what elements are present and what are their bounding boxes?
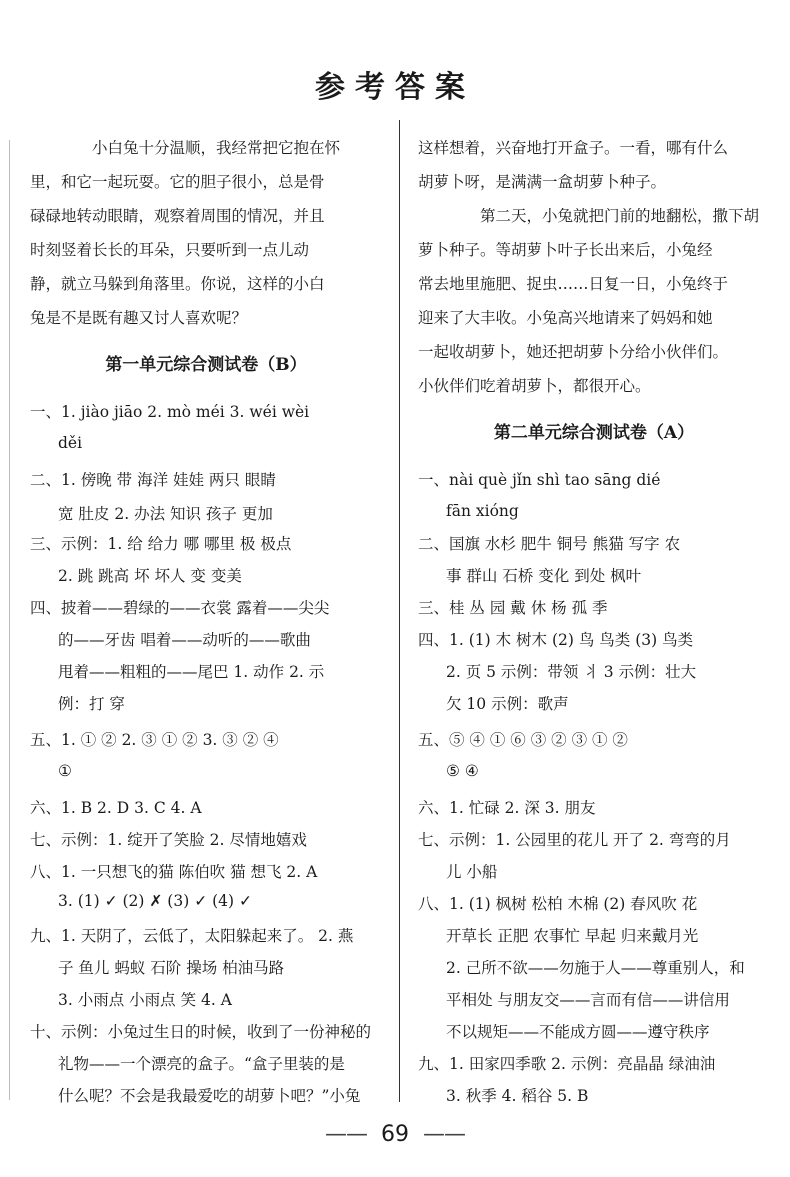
- answer-line: 3. 秋季 4. 稻谷 5. B: [446, 1087, 589, 1105]
- answer-line: 2. 己所不欲——勿施于人——尊重别人，和: [446, 959, 745, 977]
- answer-line: 二、国旗 水杉 肥牛 铜号 熊猫 写字 农: [418, 535, 681, 553]
- answer-line: 九、1. 田家四季歌 2. 示例：亮晶晶 绿油油: [418, 1055, 716, 1073]
- essay-line: 碌碌地转动眼睛，观察着周围的情况，并且: [30, 207, 325, 225]
- answer-line: 一、nài què jǐn shì tao sāng dié: [418, 471, 661, 489]
- answer-line: 的——牙齿 唱着——动听的——歌曲: [58, 631, 311, 649]
- answer-line: 三、桂 丛 园 戴 休 杨 孤 季: [418, 599, 608, 617]
- answer-line: ①: [58, 762, 72, 780]
- section-heading: 第二单元综合测试卷（A）: [493, 423, 695, 443]
- essay-line: 胡萝卜呀，是满满一盒胡萝卜种子。: [418, 173, 667, 191]
- answer-line: 七、示例：1. 绽开了笑脸 2. 尽情地嬉戏: [30, 831, 307, 849]
- essay-line: 里，和它一起玩耍。它的胆子很小，总是骨: [30, 173, 325, 191]
- answer-line: 二、1. 傍晚 带 海洋 娃娃 两只 眼睛: [30, 471, 276, 489]
- answer-line: 四、披着——碧绿的——衣裳 露着——尖尖: [30, 599, 330, 617]
- answer-line: 六、1. 忙碌 2. 深 3. 朋友: [418, 799, 596, 817]
- answer-line: fān xióng: [446, 502, 519, 520]
- answer-line: 什么呢？不会是我最爱吃的胡萝卜吧？”小兔: [58, 1087, 361, 1105]
- essay-line: 迎来了大丰收。小兔高兴地请来了妈妈和她: [418, 309, 713, 327]
- answer-line: 儿 小船: [446, 863, 498, 881]
- answer-line: 八、1. (1) 枫树 松柏 木棉 (2) 春风吹 花: [418, 895, 698, 913]
- answer-line: 不以规矩——不能成方圆——遵守秩序: [446, 1023, 710, 1041]
- answer-line: 宽 肚皮 2. 办法 知识 孩子 更加: [58, 505, 273, 523]
- answer-line: 礼物——一个漂亮的盒子。“盒子里装的是: [58, 1055, 345, 1073]
- page-number-footer: [0, 1122, 790, 1147]
- answer-line: 五、⑤ ④ ① ⑥ ③ ② ③ ① ②: [418, 731, 628, 749]
- essay-line: 一起收胡萝卜，她还把胡萝卜分给小伙伴们。: [418, 343, 729, 361]
- essay-line: 常去地里施肥、捉虫……日复一日，小兔终于: [418, 275, 729, 293]
- answer-line: 五、1. ① ② 2. ③ ① ② 3. ③ ② ④: [30, 731, 279, 749]
- answer-line: 十、示例：小兔过生日的时候，收到了一份神秘的: [30, 1023, 372, 1041]
- essay-line: 小白兔十分温顺，我经常把它抱在怀: [92, 139, 341, 157]
- answer-line: 八、1. 一只想飞的猫 陈伯吹 猫 想飞 2. A: [30, 863, 318, 881]
- answer-line: 欠 10 示例：歌声: [446, 695, 569, 713]
- column-divider: [399, 120, 400, 1102]
- answer-line: 七、示例：1. 公园里的花儿 开了 2. 弯弯的月: [418, 831, 731, 849]
- page-title: 参考答案: [315, 70, 475, 105]
- answer-line: 例：打 穿: [58, 695, 125, 713]
- essay-line: 静，就立马躲到角落里。你说，这样的小白: [30, 275, 325, 293]
- answer-line: 2. 跳 跳高 坏 坏人 变 变美: [58, 567, 242, 585]
- essay-line: 小伙伴们吃着胡萝卜，都很开心。: [418, 377, 651, 395]
- answer-line: 3. 小雨点 小雨点 笑 4. A: [58, 991, 232, 1009]
- answer-line: 九、1. 天阴了，云低了，太阳躲起来了。 2. 燕: [30, 927, 354, 945]
- section-heading: 第一单元综合测试卷（B）: [105, 355, 307, 375]
- essay-line: 萝卜种子。等胡萝卜叶子长出来后，小兔经: [418, 241, 713, 259]
- answer-line: 一、1. jiào jiāo 2. mò méi 3. wéi wèi: [30, 403, 310, 421]
- essay-line: 第二天，小兔就把门前的地翻松，撒下胡: [480, 207, 760, 225]
- answer-line: 开草长 正肥 农事忙 早起 归来戴月光: [446, 927, 699, 945]
- binding-edge: [9, 140, 10, 1100]
- answer-line: 子 鱼儿 蚂蚁 石阶 操场 柏油马路: [58, 959, 285, 977]
- answer-line: 平相处 与朋友交——言而有信——讲信用: [446, 991, 730, 1009]
- answer-line: 三、示例：1. 给 给力 哪 哪里 极 极点: [30, 535, 292, 553]
- page-number: 69: [381, 1122, 409, 1147]
- answer-line: 甩着——粗粗的——尾巴 1. 动作 2. 示: [58, 663, 325, 681]
- answer-line: 事 群山 石桥 变化 到处 枫叶: [446, 567, 642, 585]
- essay-line: 时刻竖着长长的耳朵，只要听到一点儿动: [30, 241, 310, 259]
- essay-line: 兔是不是既有趣又讨人喜欢呢？: [30, 309, 248, 327]
- answer-line: 3. (1) ✓ (2) ✗ (3) ✓ (4) ✓: [58, 892, 252, 910]
- answer-line: 四、1. (1) 木 树木 (2) 鸟 鸟类 (3) 鸟类: [418, 631, 694, 649]
- answer-line: 2. 页 5 示例：带领 丬 3 示例：壮大: [446, 663, 697, 681]
- footer-dash-left: ——: [325, 1122, 367, 1147]
- footer-dash-right: ——: [423, 1122, 465, 1147]
- answer-line: 六、1. B 2. D 3. C 4. A: [30, 799, 202, 817]
- essay-line: 这样想着，兴奋地打开盒子。一看，哪有什么: [418, 139, 729, 157]
- answer-line: ⑤ ④: [446, 762, 479, 780]
- answer-line: děi: [58, 434, 83, 452]
